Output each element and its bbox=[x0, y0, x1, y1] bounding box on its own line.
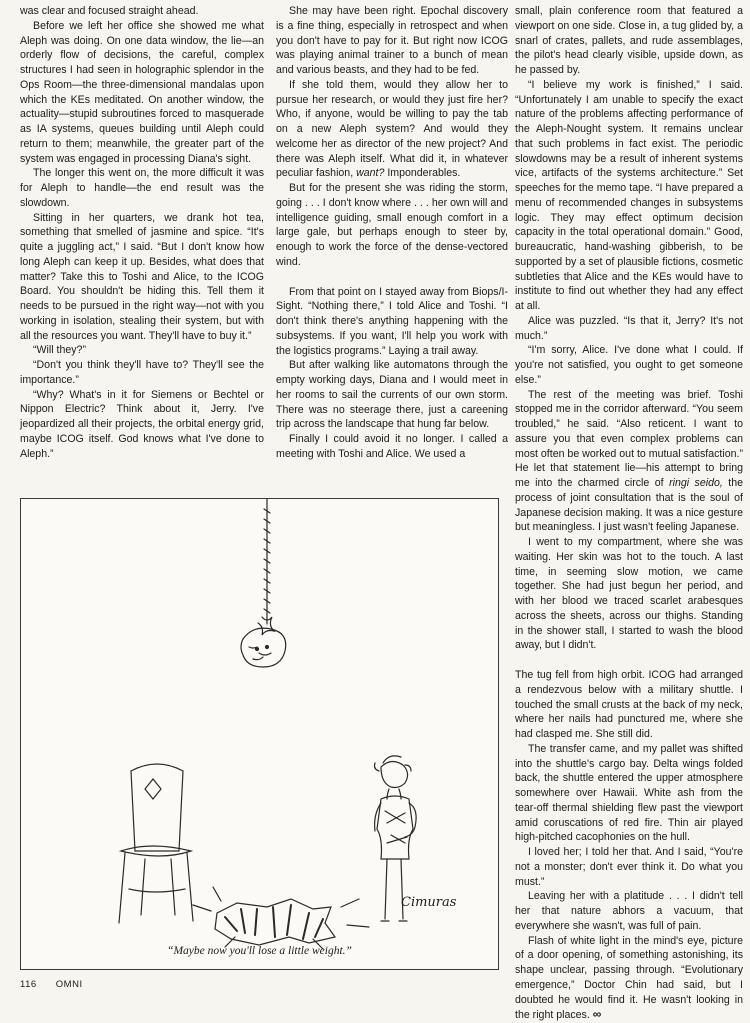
chair-icon bbox=[119, 764, 193, 923]
cartoon-caption: “Maybe now you'll lose a little weight.” bbox=[21, 945, 498, 957]
artist-signature: Cimuras bbox=[401, 895, 456, 910]
paragraph: “Don't you think they'll have to? They'll see the importance.” bbox=[20, 358, 264, 388]
paragraph: The longer this went on, the more difficult it was for Aleph to handle—the end result was the slowdown. bbox=[20, 166, 264, 210]
paragraph-text: If she told them, would they allow her to pursue her research, or would they just fire her? Who, if anyone, would be willing to pay the tab on a new Aleph system? And would they welcome her as director of the new project? And there was Aleph itself. What did it, in whatever peculiar fashion, bbox=[276, 79, 508, 180]
paragraph-text: Flash of white light in the mind's eye, picture of a door opening, of something astonishing, its shape unclear, passing through. “Evolutionary emergence,” Doctor Chin had said, but I doubted he would find it. He wasn't looking in the right places. bbox=[515, 935, 743, 1022]
paragraph-text: Imponderables. bbox=[387, 167, 460, 179]
paragraph: I went to my compartment, where she was waiting. Her skin was hot to the touch. A last time, in seeming slow motion, we came together. She had just begun her period, and with her blood we traced scarlet arabesques across the sheets, across our thighs. Standing in the shower stall, I started to wash the blood away, but I didn't. bbox=[515, 535, 743, 653]
paragraph bbox=[515, 388, 743, 536]
paragraph: Finally I could avoid it no longer. I called a meeting with Toshi and Alice. We used a bbox=[276, 432, 508, 462]
hanging-rope-icon bbox=[258, 499, 274, 635]
page-number: 116 bbox=[20, 979, 37, 990]
paragraph: small, plain conference room that featured a viewport on one side. Close in, a tug glided by, a snarl of crates, pallets, and rude assemblages, the pilot's head clearly visible, upside down, as he passed by. bbox=[515, 4, 743, 78]
page-footer bbox=[20, 979, 99, 990]
paragraph: The tug fell from high orbit. ICOG had arranged a rendezvous below with a military shuttle. I touched the small crusts at the back of my neck, where her nails had punctured me, where she had clasped me. She still did. bbox=[515, 668, 743, 742]
paragraph: Before we left her office she showed me what Aleph was doing. On one data window, the lie—an orderly flow of decisions, the careful, complex structures I had seen in holographic splendor in the Ops Room—the three-dimensional mandalas upon which the KEs meditated. On another window, the actuality—stupid subroutines forced to masquerade as IA systems, queues building until Aleph could return to them; meanwhile, the greater part of the system was engaged in processing Diana's sight. bbox=[20, 19, 264, 167]
end-mark-icon: ∞ bbox=[593, 1007, 600, 1021]
paragraph: But after walking like automatons through the empty working days, Diana and I would meet in her rooms to sail the currents of our own storm. There was no steerage there, just a careening trip across the landscape that hung far below. bbox=[276, 358, 508, 432]
paragraph: But for the present she was riding the storm, going . . . I don't know where . . . her own will and intelligence guiding, small enough comfort in a large gale, but perhaps enough to steer by, enough to work the force of the dense-vectored wind. bbox=[276, 181, 508, 270]
paragraph: I loved her; I told her that. And I said, “You're not a monster; don't ever think it. Do what you must.” bbox=[515, 845, 743, 889]
cartoon-panel bbox=[20, 498, 499, 970]
paragraph bbox=[515, 934, 743, 1023]
floor-hole-icon bbox=[193, 887, 369, 949]
paragraph: Alice was puzzled. “Is that it, Jerry? It's not much.” bbox=[515, 314, 743, 344]
emphasis-ringi-seido: ringi seido, bbox=[669, 477, 723, 489]
magazine-name: OMNI bbox=[56, 979, 83, 990]
paragraph: “I believe my work is finished,” I said. “Unfortunately I am unable to specify the exact nature of the problems affecting performance of the Aleph-Nought system. It remains unclear that such problems in fact exist. The periodic slowdowns may be a result of inherent systems vice, artifacts of the systems architecture.” Set speeches for the memo tape. “I have prepared a menu of recommended changes in subsystems logic. They may effect optimum decision capacity in the total operational domain.” Good, bureaucratic, hand-washing gibberish, to be supported by a set of plausible fictions, cosmetic subtleties that Alice and the KEs would have to institute to find out whether they had any effect at all. bbox=[515, 78, 743, 314]
paragraph: From that point on I stayed away from Biops/I-Sight. “Nothing there,” I told Alice and Toshi. “I don't think there's anything happening with the subsystems. If you want, I'll help you work with the logistics programs.” Laying a trail away. bbox=[276, 285, 508, 359]
article-column-1 bbox=[20, 4, 264, 461]
paragraph-text: the process of joint consultation that is the soul of Japanese decision making. It was a nice gesture but meaningless. I just wasn't feeling Japanese. bbox=[515, 477, 743, 533]
emphasis-want: want? bbox=[356, 167, 384, 179]
paragraph-text: The rest of the meeting was brief. Toshi stopped me in the corridor afterward. “You seem troubled,” he said. “Also reticent. I want to assure you that even complex problems can most often be worked out to mutual satisfaction.” He let that statement lie—his attempt to bring me into the charmed circle of bbox=[515, 389, 743, 490]
paragraph: Sitting in her quarters, we drank hot tea, something that smelled of jasmine and spice. “It's quite a juggling act,” I said. “But I don't know how long Aleph can keep it up. Besides, what does that matter? Take this to Toshi and Alice, to the ICOG Board. You shouldn't be hiding this. Tell them it needs to be pursued in the right way—not with you working in isolation, stealing their system, but with all the resources you want. They'll have to buy it.” bbox=[20, 211, 264, 344]
paragraph: The transfer came, and my pallet was shifted into the shuttle's cargo bay. Delta wings folded back, the shuttle entered the upper atmosphere somewhere over Hawaii. White ash from the tear-off thermal shielding flew past the viewport amid coruscations of red fire. Thin air played high-pitched cacophonies on the hull. bbox=[515, 742, 743, 845]
paragraph: was clear and focused straight ahead. bbox=[20, 4, 264, 19]
article-column-3 bbox=[515, 4, 743, 1023]
article-column-2 bbox=[276, 4, 508, 462]
paragraph: “Why? What's in it for Siemens or Bechtel or Nippon Electric? Think about it, Jerry. I've jeopardized all their projects, the orbital energy grid, maybe ICOG itself. God knows what I've done to Aleph.” bbox=[20, 388, 264, 462]
paragraph bbox=[276, 78, 508, 181]
paragraph: She may have been right. Epochal discovery is a fine thing, especially in retrospect and when you don't have to pay for it. But right now ICOG was playing animal trainer to a bunch of mean and various beasts, and they had to be fed. bbox=[276, 4, 508, 78]
paragraph: “Will they?” bbox=[20, 343, 264, 358]
paragraph: Leaving her with a platitude . . . I didn't tell her that nature abhors a vacuum, that everywhere she wasn't, was full of pain. bbox=[515, 889, 743, 933]
paragraph: “I'm sorry, Alice. I've done what I could. If you're not satisfied, you ought to get someone else.” bbox=[515, 343, 743, 387]
